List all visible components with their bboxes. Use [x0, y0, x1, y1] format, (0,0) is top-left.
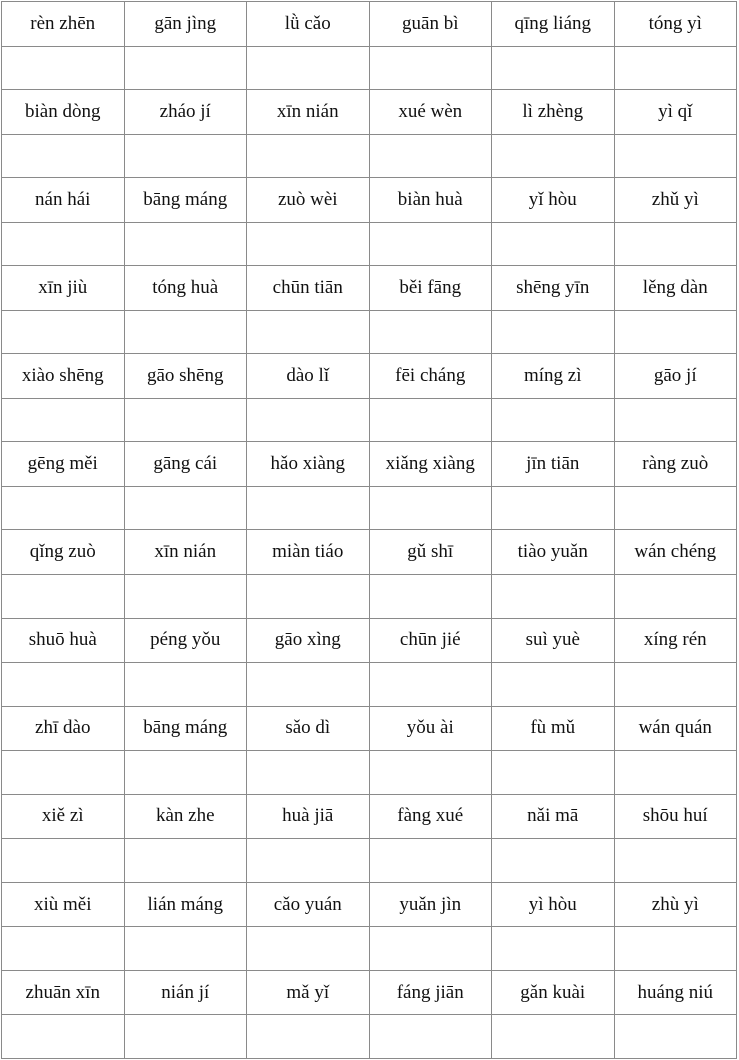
writing-cell[interactable] [614, 927, 737, 971]
writing-cell[interactable] [369, 134, 492, 178]
pinyin-cell: wán quán [614, 706, 737, 751]
writing-cell[interactable] [492, 663, 615, 707]
writing-cell[interactable] [614, 222, 737, 266]
writing-cell[interactable] [247, 663, 370, 707]
pinyin-cell: bāng máng [124, 178, 247, 223]
writing-cell[interactable] [247, 46, 370, 90]
writing-cell[interactable] [2, 839, 125, 883]
pinyin-cell: fàng xué [369, 794, 492, 839]
writing-cell[interactable] [614, 839, 737, 883]
pinyin-cell: gǔ shī [369, 530, 492, 575]
pinyin-worksheet-grid [1, 1, 737, 1059]
writing-row [2, 751, 737, 795]
pinyin-cell: shēng yīn [492, 266, 615, 311]
pinyin-cell: gāo shēng [124, 354, 247, 399]
pinyin-cell: míng zì [492, 354, 615, 399]
writing-cell[interactable] [369, 398, 492, 442]
writing-cell[interactable] [614, 575, 737, 619]
writing-row [2, 927, 737, 971]
pinyin-cell: cǎo yuán [247, 882, 370, 927]
writing-cell[interactable] [2, 310, 125, 354]
writing-cell[interactable] [124, 663, 247, 707]
pinyin-row [2, 530, 737, 575]
writing-cell[interactable] [2, 751, 125, 795]
pinyin-cell: mǎ yǐ [247, 970, 370, 1015]
pinyin-cell: zuò wèi [247, 178, 370, 223]
pinyin-row [2, 618, 737, 663]
writing-cell[interactable] [614, 751, 737, 795]
writing-cell[interactable] [2, 663, 125, 707]
pinyin-cell: huà jiā [247, 794, 370, 839]
writing-cell[interactable] [247, 310, 370, 354]
writing-cell[interactable] [492, 751, 615, 795]
pinyin-cell: chūn tiān [247, 266, 370, 311]
writing-cell[interactable] [2, 927, 125, 971]
writing-row [2, 839, 737, 883]
pinyin-row [2, 442, 737, 487]
writing-cell[interactable] [124, 575, 247, 619]
pinyin-row [2, 882, 737, 927]
pinyin-cell: tóng huà [124, 266, 247, 311]
pinyin-cell: tóng yì [614, 2, 737, 47]
writing-cell[interactable] [369, 927, 492, 971]
pinyin-cell: kàn zhe [124, 794, 247, 839]
writing-cell[interactable] [492, 1015, 615, 1059]
writing-cell[interactable] [124, 486, 247, 530]
pinyin-cell: yǒu ài [369, 706, 492, 751]
writing-cell[interactable] [369, 663, 492, 707]
pinyin-cell: gǎn kuài [492, 970, 615, 1015]
pinyin-cell: yì hòu [492, 882, 615, 927]
writing-cell[interactable] [124, 1015, 247, 1059]
pinyin-cell: guān bì [369, 2, 492, 47]
writing-cell[interactable] [124, 310, 247, 354]
writing-cell[interactable] [124, 839, 247, 883]
writing-cell[interactable] [369, 46, 492, 90]
pinyin-row [2, 178, 737, 223]
pinyin-cell: tiào yuǎn [492, 530, 615, 575]
pinyin-cell: jīn tiān [492, 442, 615, 487]
writing-row [2, 663, 737, 707]
writing-cell[interactable] [492, 310, 615, 354]
writing-cell[interactable] [247, 222, 370, 266]
writing-cell[interactable] [2, 46, 125, 90]
writing-cell[interactable] [492, 575, 615, 619]
writing-cell[interactable] [369, 839, 492, 883]
writing-cell[interactable] [369, 575, 492, 619]
pinyin-cell: gān jìng [124, 2, 247, 47]
pinyin-cell: suì yuè [492, 618, 615, 663]
writing-cell[interactable] [369, 1015, 492, 1059]
writing-cell[interactable] [614, 310, 737, 354]
pinyin-cell: xíng rén [614, 618, 737, 663]
pinyin-row [2, 2, 737, 47]
pinyin-cell: gāng cái [124, 442, 247, 487]
pinyin-cell: xīn nián [247, 90, 370, 135]
pinyin-cell: zháo jí [124, 90, 247, 135]
writing-row [2, 486, 737, 530]
writing-cell[interactable] [492, 46, 615, 90]
pinyin-cell: yì qǐ [614, 90, 737, 135]
pinyin-cell: zhù yì [614, 882, 737, 927]
pinyin-cell: lěng dàn [614, 266, 737, 311]
writing-cell[interactable] [492, 839, 615, 883]
pinyin-row [2, 794, 737, 839]
pinyin-cell: nán hái [2, 178, 125, 223]
pinyin-cell: zhuān xīn [2, 970, 125, 1015]
pinyin-cell: xué wèn [369, 90, 492, 135]
writing-cell[interactable] [247, 927, 370, 971]
pinyin-cell: xiě zì [2, 794, 125, 839]
writing-row [2, 398, 737, 442]
writing-cell[interactable] [614, 1015, 737, 1059]
pinyin-cell: qīng liáng [492, 2, 615, 47]
writing-cell[interactable] [247, 398, 370, 442]
writing-cell[interactable] [247, 486, 370, 530]
pinyin-cell: miàn tiáo [247, 530, 370, 575]
pinyin-cell: sǎo dì [247, 706, 370, 751]
pinyin-cell: fáng jiān [369, 970, 492, 1015]
writing-cell[interactable] [2, 134, 125, 178]
writing-cell[interactable] [492, 134, 615, 178]
writing-cell[interactable] [492, 927, 615, 971]
writing-cell[interactable] [492, 222, 615, 266]
pinyin-cell: hǎo xiàng [247, 442, 370, 487]
pinyin-cell: gāo jí [614, 354, 737, 399]
writing-cell[interactable] [2, 575, 125, 619]
pinyin-cell: bāng máng [124, 706, 247, 751]
pinyin-cell: biàn dòng [2, 90, 125, 135]
writing-cell[interactable] [2, 222, 125, 266]
writing-cell[interactable] [369, 310, 492, 354]
writing-cell[interactable] [247, 751, 370, 795]
writing-row [2, 310, 737, 354]
writing-cell[interactable] [614, 134, 737, 178]
writing-cell[interactable] [124, 398, 247, 442]
pinyin-cell: xiù měi [2, 882, 125, 927]
pinyin-cell: dào lǐ [247, 354, 370, 399]
pinyin-cell: chūn jié [369, 618, 492, 663]
pinyin-row [2, 90, 737, 135]
pinyin-cell: shuō huà [2, 618, 125, 663]
pinyin-cell: nián jí [124, 970, 247, 1015]
pinyin-cell: xīn nián [124, 530, 247, 575]
pinyin-row [2, 706, 737, 751]
writing-cell[interactable] [247, 839, 370, 883]
writing-cell[interactable] [614, 46, 737, 90]
writing-cell[interactable] [247, 134, 370, 178]
pinyin-cell: huáng niú [614, 970, 737, 1015]
writing-cell[interactable] [247, 575, 370, 619]
pinyin-cell: fù mǔ [492, 706, 615, 751]
pinyin-cell: péng yǒu [124, 618, 247, 663]
writing-cell[interactable] [369, 222, 492, 266]
pinyin-cell: ràng zuò [614, 442, 737, 487]
writing-cell[interactable] [124, 134, 247, 178]
writing-cell[interactable] [124, 927, 247, 971]
writing-row [2, 1015, 737, 1059]
pinyin-cell: gēng měi [2, 442, 125, 487]
pinyin-cell: wán chéng [614, 530, 737, 575]
writing-cell[interactable] [124, 751, 247, 795]
pinyin-cell: qǐng zuò [2, 530, 125, 575]
writing-cell[interactable] [124, 46, 247, 90]
pinyin-row [2, 354, 737, 399]
writing-row [2, 46, 737, 90]
writing-cell[interactable] [492, 486, 615, 530]
pinyin-cell: rèn zhēn [2, 2, 125, 47]
pinyin-cell: lián máng [124, 882, 247, 927]
writing-cell[interactable] [2, 1015, 125, 1059]
pinyin-cell: xīn jiù [2, 266, 125, 311]
writing-cell[interactable] [2, 398, 125, 442]
writing-row [2, 134, 737, 178]
pinyin-cell: gāo xìng [247, 618, 370, 663]
pinyin-cell: xiào shēng [2, 354, 125, 399]
pinyin-cell: fēi cháng [369, 354, 492, 399]
writing-cell[interactable] [614, 663, 737, 707]
writing-cell[interactable] [614, 398, 737, 442]
pinyin-cell: shōu huí [614, 794, 737, 839]
writing-cell[interactable] [492, 398, 615, 442]
writing-cell[interactable] [2, 486, 125, 530]
pinyin-cell: zhǔ yì [614, 178, 737, 223]
pinyin-cell: nǎi mā [492, 794, 615, 839]
writing-row [2, 222, 737, 266]
writing-cell[interactable] [247, 1015, 370, 1059]
writing-row [2, 575, 737, 619]
pinyin-cell: biàn huà [369, 178, 492, 223]
pinyin-cell: yǐ hòu [492, 178, 615, 223]
pinyin-cell: yuǎn jìn [369, 882, 492, 927]
writing-cell[interactable] [614, 486, 737, 530]
pinyin-cell: lì zhèng [492, 90, 615, 135]
pinyin-cell: zhī dào [2, 706, 125, 751]
pinyin-cell: xiǎng xiàng [369, 442, 492, 487]
pinyin-row [2, 266, 737, 311]
pinyin-cell: běi fāng [369, 266, 492, 311]
grid-body [2, 2, 737, 1059]
writing-cell[interactable] [369, 486, 492, 530]
pinyin-row [2, 970, 737, 1015]
writing-cell[interactable] [124, 222, 247, 266]
writing-cell[interactable] [369, 751, 492, 795]
pinyin-cell: lǜ cǎo [247, 2, 370, 47]
